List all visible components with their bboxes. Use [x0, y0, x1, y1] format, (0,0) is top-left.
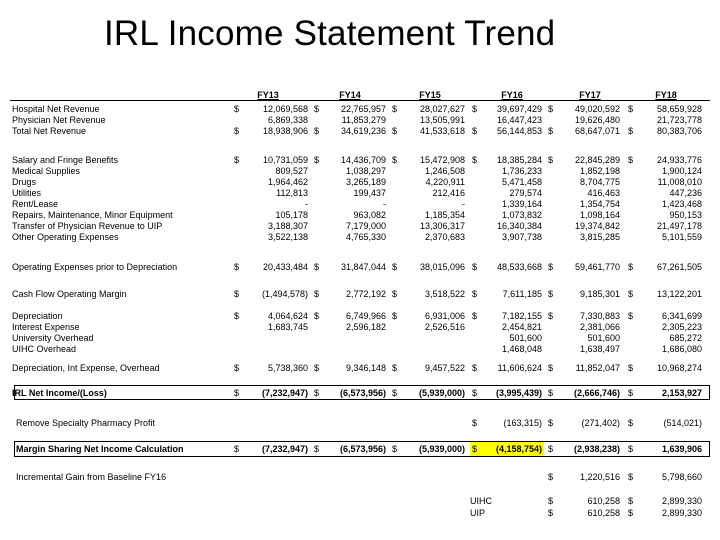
cell-value: 9,346,148 — [345, 363, 386, 373]
cell-value: 3,815,285 — [579, 232, 620, 242]
cell-value: 950,153 — [669, 210, 702, 220]
cell-value: 105,178 — [275, 210, 308, 220]
table-row — [10, 126, 710, 137]
table-row — [10, 221, 710, 232]
cell-value: 1,098,164 — [579, 210, 620, 220]
dollar-sign: $ — [314, 363, 320, 373]
dollar-sign: $ — [234, 155, 240, 165]
dollar-sign: $ — [392, 155, 398, 165]
header-row — [10, 90, 710, 101]
cell-value: 1,073,832 — [501, 210, 542, 220]
split-label: UIP — [470, 508, 486, 518]
row-label: Repairs, Maintenance, Minor Equipment — [12, 210, 173, 220]
dollar-sign: $ — [472, 104, 478, 114]
table-row — [10, 232, 710, 243]
cell-value: 2,381,066 — [579, 322, 620, 332]
cell-value: 31,847,044 — [340, 262, 386, 272]
dollar-sign: $ — [472, 444, 478, 454]
table-row — [10, 363, 710, 374]
dollar-sign: $ — [548, 418, 554, 428]
cell-value: 1,964,462 — [267, 177, 308, 187]
cell-value: 1,639,906 — [661, 444, 702, 454]
cell-value: 11,008,010 — [657, 177, 702, 187]
dollar-sign: $ — [548, 508, 554, 518]
cell-value: 809,527 — [275, 166, 308, 176]
cell-value: 39,697,429 — [496, 104, 542, 114]
cell-value: 13,505,991 — [419, 115, 465, 125]
column-header-fy17: FY17 — [579, 90, 601, 100]
table-row — [10, 333, 710, 344]
cell-value: 10,968,274 — [656, 363, 702, 373]
dollar-sign: $ — [548, 388, 554, 398]
row-label: Cash Flow Operating Margin — [12, 289, 127, 299]
cell-value: (3,995,439) — [495, 388, 542, 398]
dollar-sign: $ — [314, 155, 320, 165]
cell-value: 963,082 — [353, 210, 386, 220]
cell-value: 10,731,059 — [262, 155, 308, 165]
cell-value: - — [305, 199, 308, 209]
cell-value: 9,457,522 — [424, 363, 465, 373]
cell-value: 67,261,505 — [656, 262, 702, 272]
cell-value: 1,220,516 — [579, 472, 620, 482]
dollar-sign: $ — [548, 311, 554, 321]
cell-value: 501,600 — [509, 333, 542, 343]
cell-value: 7,330,883 — [579, 311, 620, 321]
cell-value: 1,339,164 — [501, 199, 542, 209]
cell-value: 1,683,745 — [267, 322, 308, 332]
row-label: Transfer of Physician Revenue to UIP — [12, 221, 163, 231]
dollar-sign: $ — [314, 289, 320, 299]
cell-value: 199,437 — [353, 188, 386, 198]
table-row — [10, 199, 710, 210]
table-row — [10, 177, 710, 188]
dollar-sign: $ — [392, 289, 398, 299]
cell-value: 279,574 — [509, 188, 542, 198]
table-row — [10, 311, 710, 322]
dollar-sign: $ — [548, 155, 554, 165]
page-title: IRL Income Statement Trend — [104, 14, 556, 53]
cell-value: 1,900,124 — [661, 166, 702, 176]
cell-value: 501,600 — [587, 333, 620, 343]
dollar-sign: $ — [628, 155, 634, 165]
cell-value: 5,471,458 — [501, 177, 542, 187]
dollar-sign: $ — [314, 388, 320, 398]
cell-value: (7,232,947) — [261, 444, 308, 454]
cell-value: 7,611,185 — [502, 289, 542, 299]
dollar-sign: $ — [314, 104, 320, 114]
margin-sharing-row — [10, 444, 710, 455]
cell-value: (2,666,746) — [573, 388, 620, 398]
dollar-sign: $ — [628, 126, 634, 136]
dollar-sign: $ — [548, 472, 554, 482]
cell-value: 21,723,778 — [656, 115, 702, 125]
cell-value: 4,064,624 — [267, 311, 308, 321]
dollar-sign: $ — [628, 508, 634, 518]
dollar-sign: $ — [628, 444, 634, 454]
dollar-sign: $ — [548, 104, 554, 114]
cell-value: 2,772,192 — [345, 289, 386, 299]
column-header-fy16: FY16 — [501, 90, 523, 100]
cell-value: 56,144,853 — [496, 126, 542, 136]
table-row — [10, 262, 710, 273]
dollar-sign: $ — [548, 496, 554, 506]
cell-value: 3,907,738 — [501, 232, 542, 242]
row-label: Utilities — [12, 188, 42, 198]
row-label: Drugs — [12, 177, 37, 187]
dollar-sign: $ — [628, 388, 634, 398]
cell-value: 16,340,384 — [496, 221, 542, 231]
dollar-sign: $ — [628, 262, 634, 272]
row-label: Depreciation — [12, 311, 63, 321]
cell-value: 16,447,423 — [496, 115, 542, 125]
dollar-sign: $ — [314, 262, 320, 272]
cell-value: 59,461,770 — [574, 262, 620, 272]
cell-value: (514,021) — [663, 418, 702, 428]
table-row — [10, 188, 710, 199]
cell-value: 13,122,201 — [656, 289, 702, 299]
dollar-sign: $ — [472, 262, 478, 272]
cell-value: 2,153,927 — [661, 388, 702, 398]
table-row — [10, 289, 710, 300]
dollar-sign: $ — [392, 311, 398, 321]
cell-value: (5,939,000) — [418, 388, 465, 398]
cell-value: 6,869,338 — [267, 115, 308, 125]
cell-value: 5,798,660 — [661, 472, 702, 482]
cell-value: 3,522,138 — [267, 232, 308, 242]
table-row — [10, 166, 710, 177]
dollar-sign: $ — [234, 126, 240, 136]
dollar-sign: $ — [628, 496, 634, 506]
cell-value: 416,463 — [587, 188, 620, 198]
split-label: UIHC — [470, 496, 492, 506]
cell-value: 7,179,000 — [345, 221, 386, 231]
dollar-sign: $ — [548, 126, 554, 136]
cell-value: 1,423,468 — [661, 199, 702, 209]
dollar-sign: $ — [472, 289, 478, 299]
dollar-sign: $ — [234, 444, 240, 454]
dollar-sign: $ — [472, 311, 478, 321]
dollar-sign: $ — [548, 363, 554, 373]
row-label: Operating Expenses prior to Depreciation — [12, 262, 178, 272]
dollar-sign: $ — [472, 363, 478, 373]
dollar-sign: $ — [472, 155, 478, 165]
cell-value: 49,020,592 — [574, 104, 620, 114]
table-row — [10, 322, 710, 333]
dollar-sign: $ — [472, 388, 478, 398]
column-header-fy13: FY13 — [257, 90, 279, 100]
row-label: Remove Specialty Pharmacy Profit — [16, 418, 156, 428]
cell-value: 1,038,297 — [345, 166, 386, 176]
cell-value: 610,258 — [587, 508, 620, 518]
cell-value: 38,015,096 — [419, 262, 465, 272]
cell-value: 4,765,330 — [345, 232, 386, 242]
row-label: Depreciation, Int Expense, Overhead — [12, 363, 160, 373]
cell-value: 21,497,178 — [656, 221, 702, 231]
cell-value: 11,852,047 — [575, 363, 620, 373]
cell-value: 22,765,957 — [340, 104, 386, 114]
cell-value: 2,899,330 — [661, 508, 702, 518]
incremental-gain-row — [10, 472, 710, 483]
table-row — [10, 344, 710, 355]
dollar-sign: $ — [628, 289, 634, 299]
row-label: Medical Supplies — [12, 166, 81, 176]
remove-pharmacy-row — [10, 418, 710, 429]
cell-value: 20,433,484 — [262, 262, 308, 272]
cell-value: 14,436,709 — [340, 155, 386, 165]
row-label: Salary and Fringe Benefits — [12, 155, 119, 165]
dollar-sign: $ — [234, 363, 240, 373]
cell-value: 7,182,155 — [501, 311, 542, 321]
cell-value: 685,272 — [669, 333, 702, 343]
table-row — [10, 104, 710, 115]
cell-value: 68,647,071 — [574, 126, 620, 136]
cell-value: 1,468,048 — [501, 344, 542, 354]
cell-value: 6,341,699 — [661, 311, 702, 321]
cell-value: 2,370,683 — [424, 232, 465, 242]
dollar-sign: $ — [392, 126, 398, 136]
dollar-sign: $ — [392, 262, 398, 272]
row-label: Other Operating Expenses — [12, 232, 119, 242]
split-row — [10, 496, 710, 507]
cell-value: 11,853,279 — [341, 115, 386, 125]
cell-value: 18,938,906 — [262, 126, 308, 136]
cell-value: 3,188,307 — [267, 221, 308, 231]
cell-value: 22,845,289 — [574, 155, 620, 165]
row-label: Incremental Gain from Baseline FY16 — [16, 472, 167, 482]
table-row — [10, 115, 710, 126]
cell-value: 11,606,624 — [497, 363, 542, 373]
column-header-fy15: FY15 — [419, 90, 441, 100]
dollar-sign: $ — [392, 444, 398, 454]
cell-value: 1,354,754 — [579, 199, 620, 209]
row-label: Hospital Net Revenue — [12, 104, 100, 114]
cell-value: 6,749,966 — [345, 311, 386, 321]
cell-value: 3,265,189 — [345, 177, 386, 187]
dollar-sign: $ — [234, 104, 240, 114]
cell-value: (163,315) — [503, 418, 542, 428]
dollar-sign: $ — [628, 418, 634, 428]
cell-value: 80,383,706 — [656, 126, 702, 136]
cell-value: 1,736,233 — [501, 166, 542, 176]
cell-value: (1,494,578) — [261, 289, 308, 299]
row-label: UIHC Overhead — [12, 344, 77, 354]
cell-value: (5,939,000) — [418, 444, 465, 454]
cell-value: (2,938,238) — [573, 444, 620, 454]
cell-value: (271,402) — [581, 418, 620, 428]
cell-value: 12,069,568 — [262, 104, 308, 114]
dollar-sign: $ — [548, 262, 554, 272]
dollar-sign: $ — [234, 388, 240, 398]
dollar-sign: $ — [472, 126, 478, 136]
dollar-sign: $ — [234, 289, 240, 299]
row-label: University Overhead — [12, 333, 94, 343]
table-row — [10, 210, 710, 221]
cell-value: (4,158,754) — [495, 444, 542, 454]
row-label: Interest Expense — [12, 322, 80, 332]
dollar-sign: $ — [628, 363, 634, 373]
column-header-fy14: FY14 — [339, 90, 361, 100]
cell-value: 3,518,522 — [424, 289, 465, 299]
cell-value: 212,416 — [432, 188, 465, 198]
dollar-sign: $ — [628, 311, 634, 321]
row-label: Physician Net Revenue — [12, 115, 106, 125]
row-label: Rent/Lease — [12, 199, 59, 209]
dollar-sign: $ — [472, 418, 478, 428]
cell-value: (6,573,956) — [339, 388, 386, 398]
column-header-fy18: FY18 — [655, 90, 677, 100]
cell-value: 4,220,911 — [425, 177, 465, 187]
divider-line — [10, 100, 710, 101]
cell-value: 58,659,928 — [656, 104, 702, 114]
dollar-sign: $ — [628, 104, 634, 114]
cell-value: 5,738,360 — [267, 363, 308, 373]
row-label: IRL Net Income/(Loss) — [12, 388, 107, 398]
dollar-sign: $ — [234, 262, 240, 272]
dollar-sign: $ — [628, 472, 634, 482]
cell-value: 15,472,908 — [419, 155, 465, 165]
cell-value: 610,258 — [587, 496, 620, 506]
cell-value: 18,385,284 — [496, 155, 542, 165]
dollar-sign: $ — [234, 311, 240, 321]
cell-value: 1,638,497 — [579, 344, 620, 354]
cell-value: - — [383, 199, 386, 209]
cell-value: (7,232,947) — [261, 388, 308, 398]
dollar-sign: $ — [392, 363, 398, 373]
cell-value: 24,933,776 — [656, 155, 702, 165]
cell-value: 2,899,330 — [661, 496, 702, 506]
cell-value: (6,573,956) — [339, 444, 386, 454]
cell-value: 13,306,317 — [419, 221, 465, 231]
table-row — [10, 155, 710, 166]
split-row — [10, 508, 710, 519]
dollar-sign: $ — [392, 104, 398, 114]
cell-value: 28,027,627 — [419, 104, 465, 114]
cell-value: 6,931,006 — [424, 311, 465, 321]
cell-value: 19,626,480 — [574, 115, 620, 125]
dollar-sign: $ — [548, 289, 554, 299]
row-label: Margin Sharing Net Income Calculation — [16, 444, 184, 454]
dollar-sign: $ — [314, 444, 320, 454]
dollar-sign: $ — [392, 388, 398, 398]
cell-value: 112,813 — [276, 188, 308, 198]
cell-value: 9,185,301 — [579, 289, 620, 299]
cell-value: 41,533,618 — [419, 126, 465, 136]
cell-value: 1,185,354 — [424, 210, 465, 220]
cell-value: 48,533,668 — [496, 262, 542, 272]
cell-value: 5,101,559 — [661, 232, 702, 242]
cell-value: 1,246,508 — [424, 166, 465, 176]
cell-value: 2,596,182 — [345, 322, 386, 332]
cell-value: 34,619,236 — [340, 126, 386, 136]
cell-value: 1,852,198 — [579, 166, 620, 176]
row-label: Total Net Revenue — [12, 126, 87, 136]
cell-value: 1,686,080 — [661, 344, 702, 354]
dollar-sign: $ — [548, 444, 554, 454]
cell-value: 2,454,821 — [501, 322, 542, 332]
dollar-sign: $ — [314, 126, 320, 136]
net-income-row — [10, 388, 710, 399]
cell-value: 2,526,516 — [424, 322, 465, 332]
cell-value: 8,704,775 — [579, 177, 620, 187]
cell-value: - — [462, 199, 465, 209]
cell-value: 2,305,223 — [661, 322, 702, 332]
cell-value: 19,374,842 — [574, 221, 620, 231]
income-statement-table — [10, 86, 710, 522]
dollar-sign: $ — [314, 311, 320, 321]
cell-value: 447,236 — [669, 188, 702, 198]
